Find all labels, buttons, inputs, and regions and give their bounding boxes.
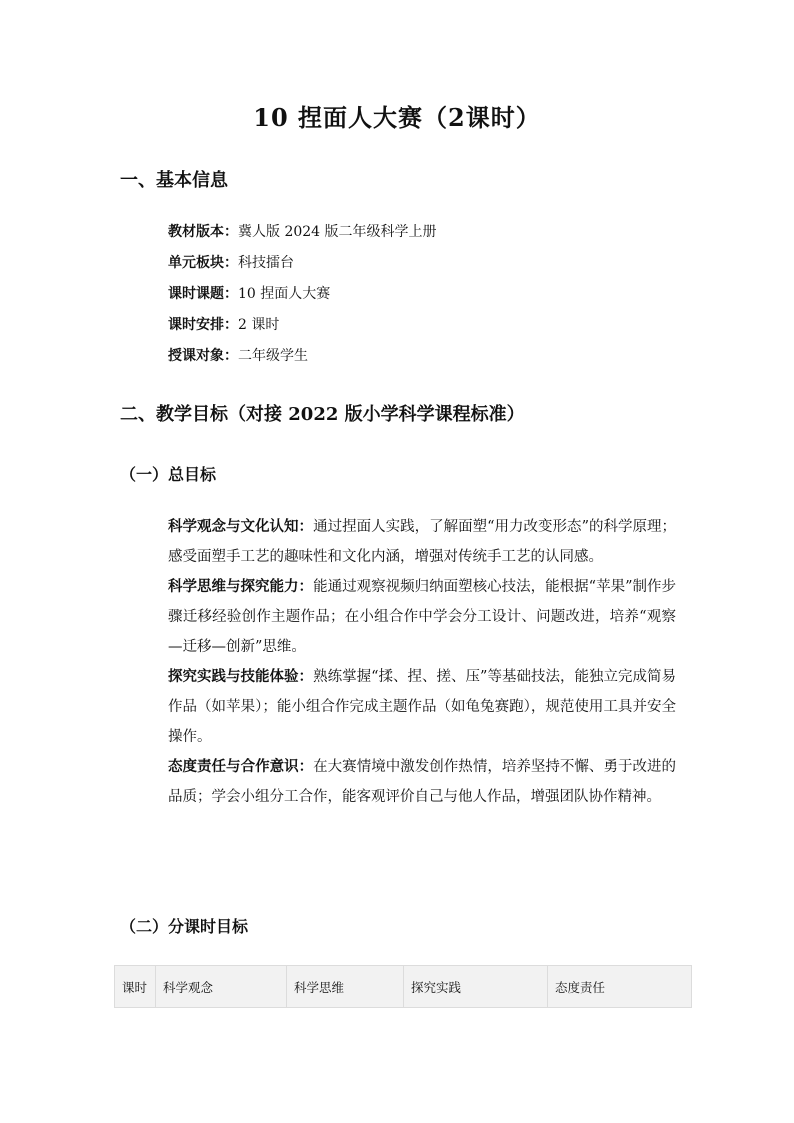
info-label: 授课对象： xyxy=(168,348,238,364)
table-header-cell: 课时 xyxy=(115,966,156,1008)
table-header-cell: 科学观念 xyxy=(156,966,287,1008)
info-label: 课时安排： xyxy=(168,317,238,333)
info-label: 单元板块： xyxy=(168,255,238,271)
goal-text: 在大赛情境中激发创作热情，培养坚持不懈、勇于改进的品质；学会小组分工合作，能客观评价自己与他人作品，增强团队协作精神。 xyxy=(168,759,677,805)
table-header-row xyxy=(115,966,692,1008)
section-heading-basic-info: 一、基本信息 xyxy=(120,170,228,191)
basic-info-list xyxy=(168,220,437,375)
info-row-topic xyxy=(168,282,437,313)
goal-label: 科学观念与文化认知： xyxy=(168,518,314,535)
info-value: 二年级学生 xyxy=(238,348,308,364)
goal-text: 能通过观察视频归纳面塑核心技法，能根据“苹果”制作步骤迁移经验创作主题作品；在小组合作中学会分工设计、问题改进，培养“观察—迁移—创新”思维。 xyxy=(168,579,677,655)
table-header-cell: 科学思维 xyxy=(287,966,404,1008)
table-header-cell: 态度责任 xyxy=(548,966,692,1008)
info-row-schedule xyxy=(168,313,437,344)
goal-paragraph xyxy=(168,752,676,812)
info-value: 科技擂台 xyxy=(238,255,294,271)
goal-text: 通过捏面人实践，了解面塑“用力改变形态”的科学原理；感受面塑手工艺的趣味性和文化内涵，增强对传统手工艺的认同感。 xyxy=(168,519,677,565)
info-value: 10 捏面人大赛 xyxy=(238,286,331,302)
goal-paragraph xyxy=(168,572,676,662)
info-label: 教材版本： xyxy=(168,224,238,240)
overall-goals-list xyxy=(168,512,676,812)
goal-text: 熟练掌握“揉、捏、搓、压”等基础技法，能独立完成简易作品（如苹果）；能小组合作完成主题作品（如龟兔赛跑），规范使用工具并安全操作。 xyxy=(168,669,677,745)
goal-paragraph xyxy=(168,662,676,752)
subheading-lesson-goals: （二）分课时目标 xyxy=(120,917,249,936)
info-value: 2 课时 xyxy=(238,317,280,333)
lesson-goals-table xyxy=(114,965,692,1008)
page-title: 10 捏面人大赛（2课时） xyxy=(253,103,541,132)
info-row-unit xyxy=(168,251,437,282)
info-label: 课时课题： xyxy=(168,286,238,302)
goal-label: 科学思维与探究能力： xyxy=(168,578,314,595)
table-header-cell: 探究实践 xyxy=(404,966,548,1008)
goal-label: 探究实践与技能体验： xyxy=(168,668,314,685)
subheading-overall-goals: （一）总目标 xyxy=(120,465,217,484)
section-heading-objectives: 二、教学目标（对接 2022 版小学科学课程标准） xyxy=(120,404,525,425)
goal-paragraph xyxy=(168,512,676,572)
goal-label: 态度责任与合作意识： xyxy=(168,758,314,775)
info-row-audience xyxy=(168,344,437,375)
info-value: 冀人版 2024 版二年级科学上册 xyxy=(238,224,437,240)
info-row-textbook xyxy=(168,220,437,251)
